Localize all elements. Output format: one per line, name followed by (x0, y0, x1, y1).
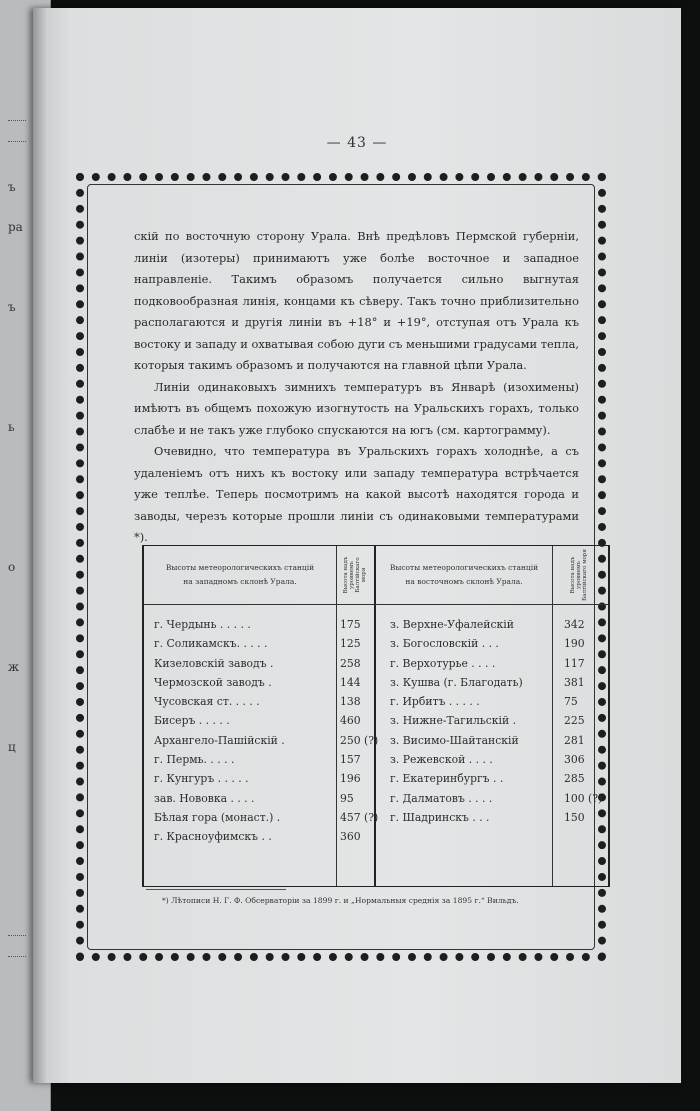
table-row (144, 770, 608, 789)
station-west-height: 196 (340, 772, 361, 786)
header-west (144, 546, 336, 604)
left-page-fragment: о (8, 560, 16, 574)
station-west-height: 457 (?) (340, 810, 379, 824)
station-east-height: 225 (564, 714, 585, 728)
station-west-name: г. Кунгуръ . . . . . (154, 772, 249, 786)
footnote-rule (146, 889, 286, 890)
header-height-west (336, 546, 374, 604)
station-west-name: г. Чердынь . . . . . (154, 618, 251, 631)
station-west-height: 360 (340, 830, 361, 844)
header-west-line: на западномъ склонѣ Урала. (183, 577, 297, 586)
table-row (144, 616, 608, 635)
station-west-height: 175 (340, 618, 361, 631)
station-west-name: Архангело-Пашійскій . (154, 733, 285, 747)
station-west-name: г. Пермь. . . . . (154, 753, 235, 767)
station-west-name: зав. Нововка . . . . (154, 791, 255, 805)
station-east-height: 117 (564, 656, 585, 670)
station-west-name: г. Соликамскъ. . . . . (154, 637, 268, 651)
station-east-name: з. Верхне-Уфалейскій (390, 618, 514, 631)
station-east-name: з. Богословскій . . . (390, 637, 499, 651)
station-west-height: 138 (340, 695, 361, 709)
header-east-line: Высоты метеорологическихъ станцій (389, 563, 539, 572)
book-page (33, 8, 681, 1083)
table-row (144, 828, 608, 847)
page-number: — 43 — (326, 135, 388, 151)
station-east-height: 100 (?) (564, 791, 603, 805)
station-west-height: 258 (340, 656, 361, 670)
stations-table (142, 545, 610, 887)
header-west-line: Высоты метеорологическихъ станцій (165, 563, 315, 572)
left-page-fragment: ъ (8, 300, 16, 314)
station-east-name: г. Шадринскъ . . . (390, 810, 490, 824)
station-west-name: Чермозской заводъ . (154, 675, 272, 689)
station-east-name: з. Кушва (г. Благодать) (390, 675, 523, 689)
footnote: *) Лѣтописи Н. Г. Ф. Обсерваторіи за 1899 г. и „Нормальныя среднія за 1895 г.“ Вильдъ. (162, 896, 519, 905)
station-east-name: г. Верхотурье . . . . (390, 656, 496, 670)
paragraph: Очевидно, что температура въ Уральскихъ горахъ холоднѣе, а съ удаленіемъ отъ нихъ къ востоку или западу температура встрѣчается уже теплѣе. Теперь посмотримъ на какой высотѣ находятся города и заводы, черезъ которые прошли линіи съ одинаковыми температурами *). (134, 444, 579, 544)
station-west-name: Чусовская ст. . . . . (154, 695, 260, 709)
station-west-height: 95 (340, 791, 354, 805)
header-height-east (552, 546, 606, 604)
table-header (144, 546, 608, 605)
station-east-name: г. Далматовъ . . . . (390, 791, 493, 805)
left-page-fragment: ра (8, 220, 23, 234)
left-page-fragment: ь (8, 420, 15, 434)
station-east-height: 342 (564, 618, 585, 631)
left-page-fragment: ъ (8, 180, 16, 194)
table-row (144, 712, 608, 731)
page-crease (33, 8, 47, 1083)
station-east-height: 75 (564, 695, 578, 709)
station-east-height: 190 (564, 637, 585, 651)
ornamental-frame (76, 173, 606, 961)
left-page-fragment: ц (8, 740, 16, 754)
station-east-name: г. Екатеринбургъ . . (390, 772, 504, 786)
table-row (144, 751, 608, 770)
station-west-height: 157 (340, 753, 361, 767)
station-west-name: Бѣлая гора (монаст.) . (154, 810, 281, 824)
table-row (144, 809, 608, 828)
paragraph: скій по восточную сторону Урала. Внѣ предѣловъ Пермской губерніи, линіи (изотеры) принимаютъ уже болѣе восточное и западное направленіе. Такимъ образомъ получается сильно выгнутая подковообразная линія, концами къ сѣверу. Такъ точно приблизительно располагаются и другія линіи въ +18° и +19°, отступая отъ Урала къ востоку и западу и охватывая собою дуги съ меньшими градусами тепла, которыя такимъ образомъ и получаются на главной цѣпи Урала. (134, 229, 579, 372)
station-west-height: 144 (340, 675, 361, 689)
table-row (144, 693, 608, 712)
header-east-line: на восточномъ склонѣ Урала. (405, 577, 523, 586)
station-west-height: 125 (340, 637, 361, 651)
station-east-height: 381 (564, 675, 585, 689)
station-east-name: г. Ирбитъ . . . . . (390, 695, 480, 709)
station-east-name: з. Режевской . . . . (390, 753, 493, 767)
header-east (376, 546, 552, 604)
station-east-name: з. Висимо-Шайтанскій (390, 733, 519, 747)
station-west-name: Бисеръ . . . . . (154, 714, 230, 728)
table-row (144, 790, 608, 809)
station-east-height: 285 (564, 772, 585, 786)
header-height-text: Высота надъ уровнемъ Балтійскаго моря (570, 549, 588, 601)
station-east-height: 281 (564, 733, 585, 747)
station-west-height: 250 (?) (340, 733, 379, 747)
ornament-strip (8, 120, 26, 142)
body-text (134, 226, 579, 549)
station-east-height: 150 (564, 810, 585, 824)
station-east-name: з. Нижне-Тагильскій . (390, 714, 517, 728)
left-page-fragment: ж (8, 660, 20, 674)
header-height-text: Высота надъ уровнемъ Балтійскаго моря (343, 556, 367, 594)
paragraph: Линіи одинаковыхъ зимнихъ температуръ въ Январѣ (изохимены) имѣютъ въ общемъ похожую изогнутость на Уральскихъ горахъ, только слабѣе и не такъ уже глубоко спускаются на югъ (см. картограмму). (134, 379, 579, 437)
table-row (144, 674, 608, 693)
station-west-name: Кизеловскій заводъ . (154, 656, 274, 670)
station-west-height: 460 (340, 714, 361, 728)
ornament-strip (8, 935, 26, 957)
table-body (144, 616, 608, 848)
station-west-name: г. Красноуфимскъ . . (154, 830, 272, 844)
table-row (144, 732, 608, 751)
table-row (144, 635, 608, 654)
station-east-height: 306 (564, 753, 585, 767)
table-row (144, 655, 608, 674)
